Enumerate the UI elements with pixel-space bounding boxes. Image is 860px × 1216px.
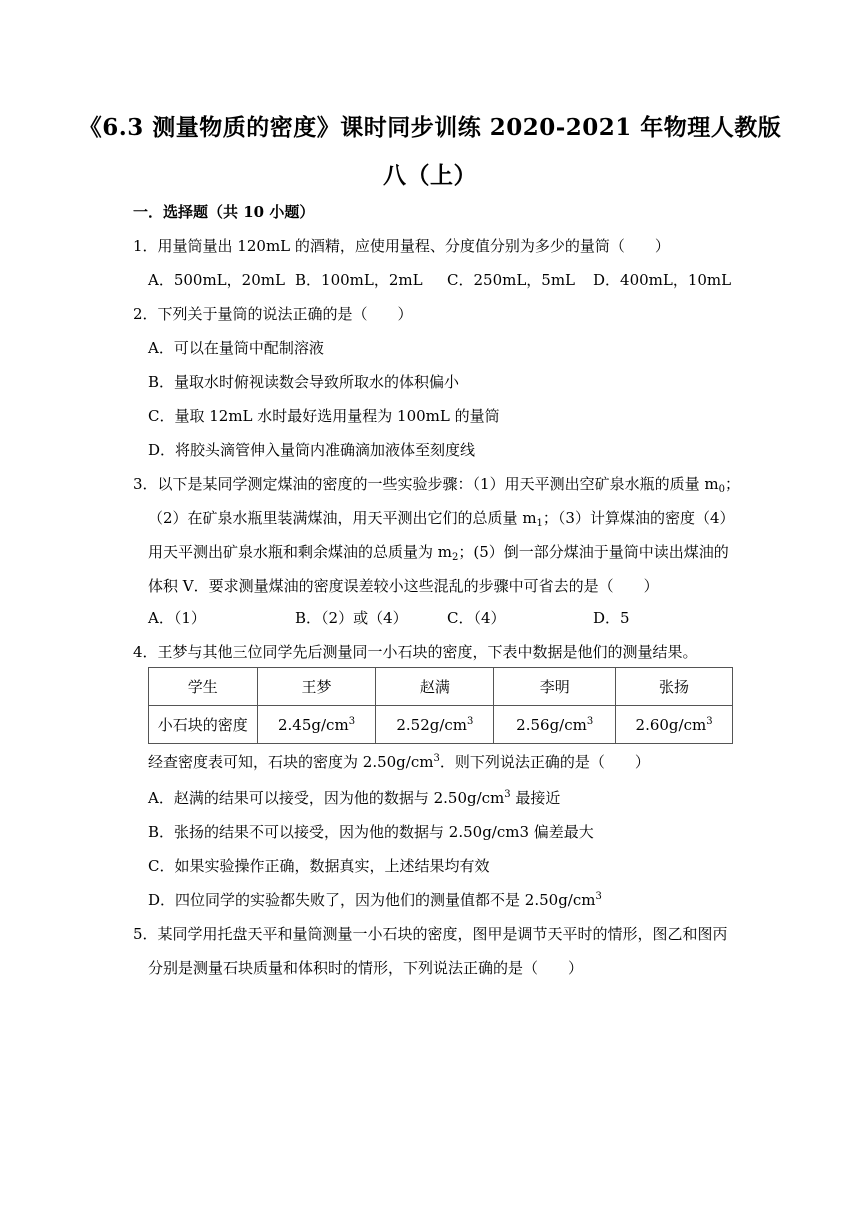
q3-line-2: （2）在矿泉水瓶里装满煤油，用天平测出它们的总质量 $m_1$；（3）计算煤油的密度（4） (148, 509, 735, 529)
q4-stem: 4．王梦与其他三位同学先后测量同一小石块的密度，下表中数据是他们的测量结果。 (133, 643, 698, 661)
document-title-line-1: 《6.3 测量物质的密度》课时同步训练 2020-2021 年物理人教版 (78, 114, 782, 141)
q1-option-b: B．100mL，2mL (295, 271, 423, 289)
q3-line-1: 3．以下是某同学测定煤油的密度的一些实验步骤：（1）用天平测出空矿泉水瓶的质量 $m_0$； (133, 475, 740, 495)
q2-option-b: B．量取水时俯视读数会导致所取水的体积偏小 (148, 373, 460, 391)
q5-line-1: 5．某同学用托盘天平和量筒测量一小石块的密度，图甲是调节天平时的情形，图乙和图丙 (133, 925, 728, 943)
q2-option-c: C．量取 12mL 水时最好选用量程为 100mL 的量筒 (148, 407, 500, 425)
q4-option-a: A．赵满的结果可以接受，因为他的数据与 $2.50g/cm^3$ 最接近 (148, 789, 561, 807)
table-cell: $2.60g/cm^3$ (616, 706, 733, 744)
table-header-row (149, 668, 733, 706)
q4-after-table: 经查密度表可知，石块的密度为 $2.50g/cm^3$．则下列说法正确的是（ ） (148, 753, 650, 771)
q1-option-c: C．250mL，5mL (447, 271, 576, 289)
q2-stem: 2．下列关于量筒的说法正确的是（ ） (133, 305, 413, 323)
table-header-cell: 张扬 (616, 668, 733, 706)
q1-stem: 1．用量筒量出 120mL 的酒精，应使用量程、分度值分别为多少的量筒（ ） (133, 237, 670, 255)
q4-option-b: B．张扬的结果不可以接受，因为他的数据与 2.50g/cm3 偏差最大 (148, 823, 594, 841)
document-title-line-2: 八（上） (383, 162, 477, 189)
q2-option-a: A．可以在量筒中配制溶液 (148, 339, 324, 357)
q3-option-d: D．5 (593, 609, 630, 627)
q3-option-a: A．（1） (148, 609, 206, 627)
q1-option-d: D．400mL，10mL (593, 271, 732, 289)
q4-option-d: D．四位同学的实验都失败了，因为他们的测量值都不是 $2.50g/cm^3$ (148, 891, 602, 909)
table-row (149, 706, 733, 744)
table-cell: $2.52g/cm^3$ (376, 706, 494, 744)
table-row-label: 小石块的密度 (149, 706, 258, 744)
section-heading: 一．选择题（共 10 小题） (133, 203, 315, 221)
table-cell: $2.56g/cm^3$ (494, 706, 616, 744)
q3-option-c: C．（4） (447, 609, 506, 627)
table-cell: $2.45g/cm^3$ (257, 706, 376, 744)
q4-option-c: C．如果实验操作正确，数据真实，上述结果均有效 (148, 857, 490, 875)
q5-line-2: 分别是测量石块质量和体积时的情形，下列说法正确的是（ ） (148, 959, 584, 977)
density-table (148, 667, 733, 744)
table-header-cell: 学生 (149, 668, 258, 706)
q3-line-4: 体积 V．要求测量煤油的密度误差较小这些混乱的步骤中可省去的是（ ） (148, 577, 659, 595)
table-header-cell: 赵满 (376, 668, 494, 706)
q2-option-d: D．将胶头滴管伸入量筒内准确滴加液体至刻度线 (148, 441, 476, 459)
q3-option-b: B．（2）或（4） (295, 609, 408, 627)
table-header-cell: 李明 (494, 668, 616, 706)
q3-line-3: 用天平测出矿泉水瓶和剩余煤油的总质量为 $m_2$；(5）倒一部分煤油于量筒中读出煤油的 (148, 543, 729, 563)
q1-option-a: A．500mL，20mL (148, 271, 285, 289)
table-header-cell: 王梦 (257, 668, 376, 706)
